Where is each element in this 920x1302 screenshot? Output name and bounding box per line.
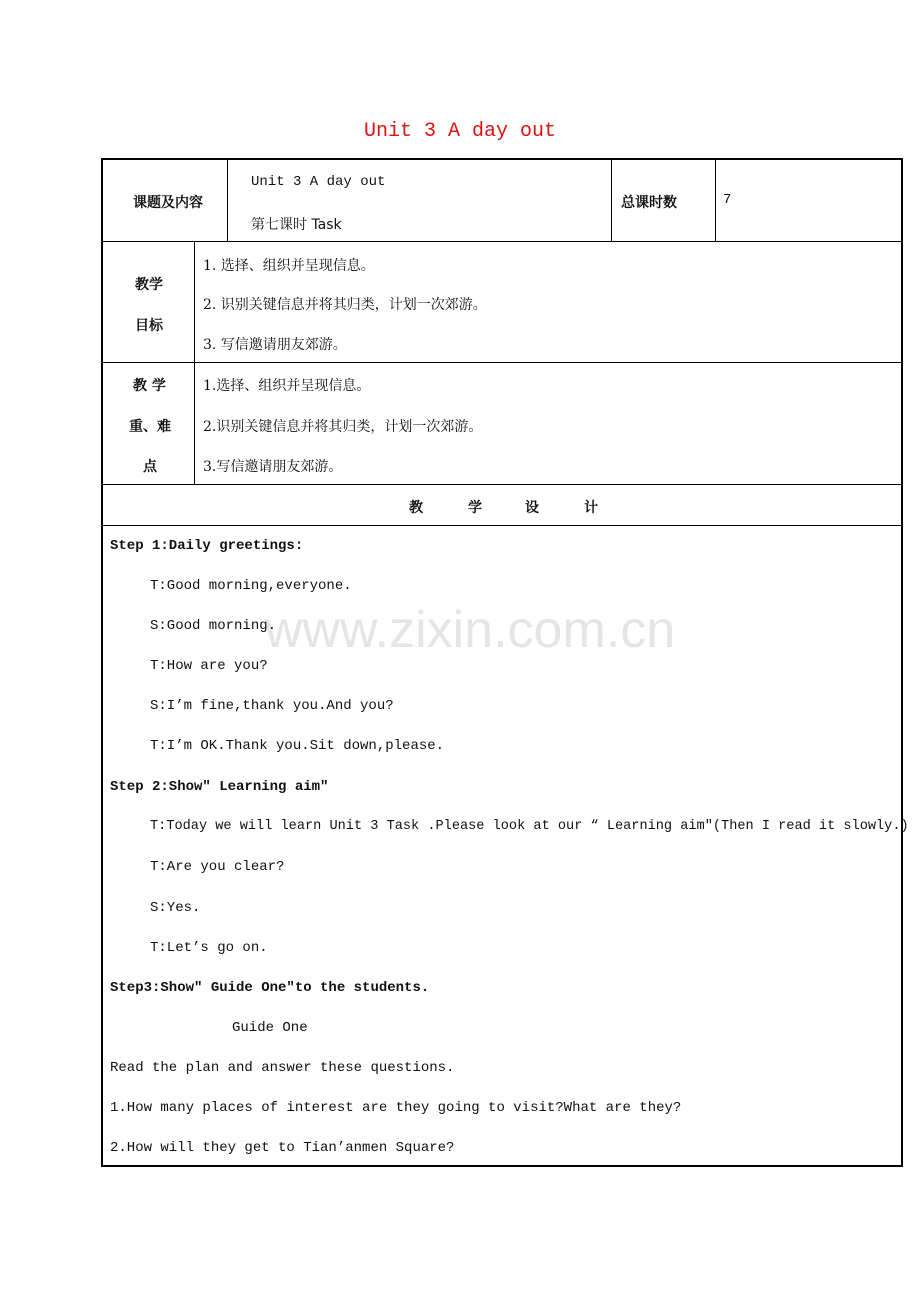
goals-label-line1: 教学 (135, 277, 163, 293)
hours-value: 7 (723, 192, 732, 208)
col-divider (715, 160, 716, 241)
col-divider (194, 241, 195, 484)
focus-item: 3.写信邀请朋友郊游。 (203, 459, 343, 475)
dialogue-line: S:Yes. (150, 900, 201, 916)
step-heading: Step 2:Show" Learning aim" (110, 779, 329, 795)
design-heading-char: 计 (584, 500, 598, 516)
col-divider (611, 160, 612, 241)
goal-item: 3. 写信邀请朋友郊游。 (203, 337, 347, 353)
dialogue-line: T:I’m OK.Thank you.Sit down,please. (150, 738, 445, 754)
dialogue-line: T:Let’s go on. (150, 940, 268, 956)
dialogue-line: S:Good morning. (150, 618, 277, 634)
guide-intro: Read the plan and answer these questions. (110, 1060, 455, 1076)
question-line: 2.How will they get to Tian’anmen Square? (110, 1140, 455, 1156)
watermark-text: www.zixin.com.cn (264, 601, 676, 659)
goal-item: 1. 选择、组织并呈现信息。 (203, 258, 375, 274)
goal-item: 2. 识别关键信息并将其归类，计划一次郊游。 (203, 297, 487, 313)
design-heading-char: 设 (525, 500, 539, 516)
dialogue-line: T:Good morning,everyone. (150, 578, 352, 594)
document-title: Unit 3 A day out (363, 120, 557, 143)
topic-label: 课题及内容 (133, 195, 203, 211)
dialogue-line: S:I’m fine,thank you.And you? (150, 698, 394, 714)
col-divider (227, 160, 228, 241)
hours-label: 总课时数 (621, 195, 677, 211)
focus-item: 1.选择、组织并呈现信息。 (203, 378, 371, 394)
row-divider (103, 241, 901, 242)
goals-label-line2: 目标 (135, 318, 163, 334)
row-divider (103, 484, 901, 485)
design-heading-char: 学 (468, 500, 482, 516)
focus-item: 2.识别关键信息并将其归类，计划一次郊游。 (203, 419, 483, 435)
dialogue-line: T:Today we will learn Unit 3 Task .Please look at our “ Learning aim"(Then I read it slowly.) (150, 819, 909, 834)
guide-title: Guide One (232, 1020, 308, 1036)
design-heading-char: 教 (409, 500, 423, 516)
question-line: 1.How many places of interest are they going to visit?What are they? (110, 1100, 682, 1116)
topic-line2: 第七课时 Task (251, 217, 342, 233)
focus-label-line1: 教 学 (133, 378, 166, 394)
row-divider (103, 525, 901, 526)
focus-label-line3: 点 (143, 459, 157, 475)
dialogue-line: T:How are you? (150, 658, 268, 674)
lesson-plan-table (101, 158, 909, 1167)
row-divider (103, 362, 901, 363)
step-heading: Step 1:Daily greetings: (110, 538, 304, 554)
dialogue-line: T:Are you clear? (150, 859, 285, 875)
step-heading: Step3:Show" Guide One"to the students. (110, 980, 430, 996)
topic-line1: Unit 3 A day out (251, 174, 386, 190)
focus-label-line2: 重、难 (129, 419, 171, 435)
